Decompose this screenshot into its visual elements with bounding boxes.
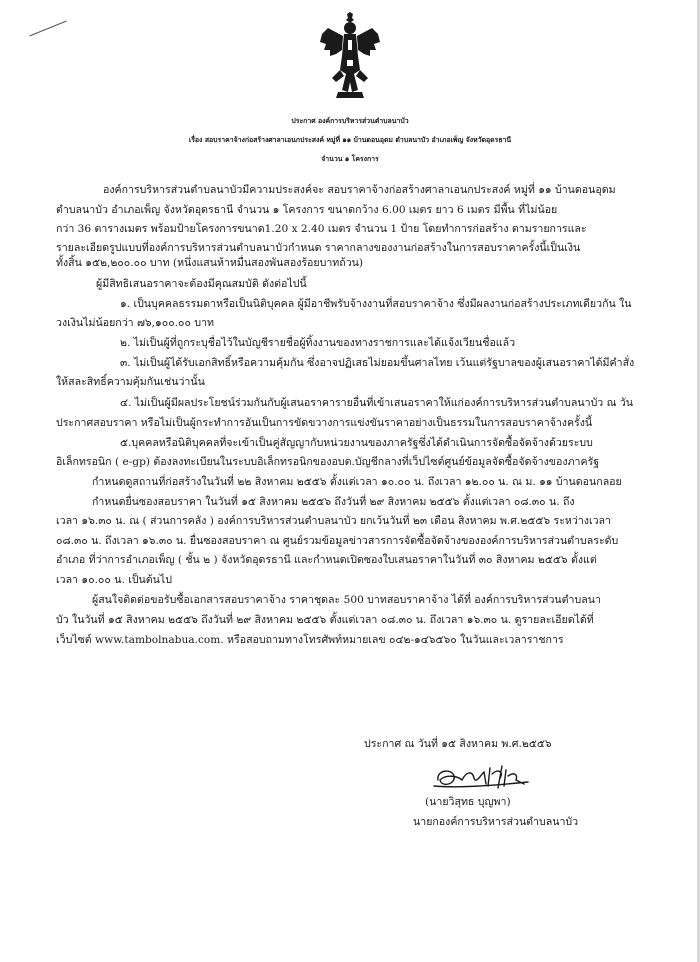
scan-mark <box>29 21 66 37</box>
qualification-3-line-2: ให้สละสิทธิ์ความคุ้มกันเช่นว่านั้น <box>56 376 205 388</box>
purchase-line-2: บัว ในวันที่ ๑๕ สิงหาคม ๒๕๕๖ ถึงวันที่ ๒๙ สิงหาคม ๒๕๕๖ ตั้งแต่เวลา ๐๘.๓๐ น. ถึงเวลา ๑๖.๓๐ น. ดูรายละเอียดได้ที่ <box>56 614 594 626</box>
qualification-5-line-2: อิเล็กทรอนิก ( e-gp) ต้องลงทะเบียนในระบบอิเล็กทรอนิกของอบต.บัญชีกลางที่เว็ปไซต์ศูนย์ข้อมูลจัดซื้อจัดจ้างของภาครัฐ <box>56 456 600 468</box>
announcement-title: ประกาศ องค์การบริหารส่วนตำบลนาบัว <box>291 117 409 125</box>
qualification-1-line-2: วงเงินไม่น้อยกว่า ๗๖,๑๐๐.๐๐ บาท <box>56 317 214 329</box>
purchase-line-3: เว็บไซต์ www.tambolnabua.com. หรือสอบถามทางโทรศัพท์หมายเลข ๐๔๒-๑๔๖๕๖๐ ในวันและเวลาราชการ <box>56 634 564 646</box>
intro-line-2: ตำบลนาบัว อำเภอเพ็ญ จังหวัดอุดรธานี จำนวน ๑ โครงการ ขนาดกว้าง 6.00 เมตร ยาว 6 เมตร มีพื้น ที่ไม่น้อย <box>56 204 558 216</box>
intro-line-4: รายละเอียดรูปแบบที่องค์การบริหารส่วนตำบลนาบัวกำหนด ราคากลางของงานก่อสร้างในการสอบราคาครั้งนี้เป็นเงิน <box>56 242 581 254</box>
announcement-subject: เรื่อง สอบราคาจ้างก่อสร้างศาลาเอนกประสงค์ หมู่ที่ ๑๑ บ้านดอนอุดม ตำบลนาบัว อำเภอเพ็ญ จังหวัดอุดรธานี <box>188 136 512 144</box>
submission-line-4: อำเภอ ที่ว่าการอำเภอเพ็ญ ( ชั้น ๒ ) จังหวัดอุดรธานี และกำหนดเปิดซองใบเสนอราคาในวันที่ ๓๐ สิงหาคม ๒๕๕๖ ตั้งแต่ <box>56 554 597 566</box>
qualification-4-line-2: ประกาศสอบราคา หรือไม่เป็นผู้กระทำการอันเป็นการขัดขวางการแข่งขันราคาอย่างเป็นธรรมในการสอบราคาจ้างครั้งนี้ <box>56 417 593 429</box>
submission-line-5: เวลา ๑๐.๐๐ น. เป็นต้นไป <box>56 574 172 586</box>
purchase-line-1: ผู้สนใจติดต่อขอรับซื้อเอกสารสอบราคาจ้าง ราคาชุดละ 500 บาทสอบราคาจ้าง ได้ที่ องค์การบริหารส่วนตำบลนา <box>92 594 601 606</box>
signer-name: (นายวิสุทธ บุญพา) <box>425 796 511 808</box>
intro-line-1: องค์การบริหารส่วนตำบลนาบัวมีความประสงค์จะ สอบราคาจ้างก่อสร้างศาลาเอนกประสงค์ หมู่ที่ ๑๑ บ้านดอนอุดม <box>103 184 616 196</box>
qualification-5-line-1: ๕.บุคคลหรือนิติบุคคลที่จะเข้าเป็นคู่สัญญากับหน่วยงานของภาครัฐซึ่งได้ดำเนินการจัดซื้อจัดจ้างด้วยระบบ <box>120 437 593 449</box>
site-visit: กำหนดดูสถานที่ก่อสร้างในวันที่ ๒๒ สิงหาคม ๒๕๕๖ ตั้งแต่เวลา ๑๐.๐๐ น. ถึงเวลา ๑๒.๐๐ น. ณ ม. ๑๑ บ้านดอนกลอย <box>92 476 622 488</box>
intro-line-5: ทั้งสิ้น ๑๕๒,๒๐๐.๐๐ บาท (หนึ่งแสนห้าหมื่นสองพันสองร้อยบาทถ้วน) <box>56 257 364 269</box>
project-count: จำนวน ๑ โครงการ <box>321 155 379 163</box>
qualification-2: ๒. ไม่เป็นผู้ที่ถูกระบุชื่อไว้ในบัญชีรายชื่อผู้ทิ้งงานของทางราชการและได้แจ้งเวียนชื่อแล้ว <box>120 337 516 349</box>
submission-line-1: กำหนดยื่นซองสอบราคา ในวันที่ ๑๕ สิงหาคม ๒๕๕๖ ถึงวันที่ ๒๙ สิงหาคม ๒๕๕๖ ตั้งแต่เวลา ๐๘.๓๐ น. ถึง <box>92 496 575 508</box>
signature-icon <box>428 758 568 794</box>
qualification-3-line-1: ๓. ไม่เป็นผู้ได้รับเอกสิทธิ์หรือความคุ้มกัน ซึ่งอาจปฏิเสธไม่ยอมขึ้นศาลไทย เว้นแต่รัฐบาลของผู้เสนอราคาได้มีคำสั่ง <box>120 357 635 369</box>
submission-line-3: ๐๘.๓๐ น. ถึงเวลา ๑๖.๓๐ น. ยื่นซองสอบราคา ณ ศูนย์รวมข้อมูลข่าวสารการจัดซื้อจัดจ้างขององค์การบริหารส่วนตำบลระดับ <box>56 535 619 547</box>
qualification-1-line-1: ๑. เป็นบุคคลธรรมดาหรือเป็นนิติบุคคล ผู้มีอาชีพรับจ้างงานที่สอบราคาจ้าง ซึ่งมีผลงานก่อสร้างประเภทเดียวกัน ใน <box>120 298 632 310</box>
signer-position: นายกองค์การบริหารส่วนตำบลนาบัว <box>413 816 579 828</box>
submission-line-2: เวลา ๑๖.๓๐ น. ณ ( ส่วนการคลัง ) องค์การบริหารส่วนตำบลนาบัว ยกเว้นวันที่ ๒๓ เดือน สิงหาคม พ.ศ.๒๕๕๖ ระหว่างเวลา <box>56 515 611 527</box>
intro-line-3: กว่า 36 ตารางเมตร พร้อมป้ายโครงการขนาด1.20 x 2.40 เมตร จำนวน 1 ป้าย โดยทำการก่อสร้าง ตามรายการและ <box>56 223 587 235</box>
qualification-4-line-1: ๔. ไม่เป็นผู้มีผลประโยชน์ร่วมกันกับผู้เสนอราคารายอื่นที่เข้าเสนอราคาให้แก่องค์การบริหารส่วนตำบลนาบัว ณ วัน <box>120 397 634 409</box>
garuda-emblem-icon <box>318 12 382 100</box>
announcement-date: ประกาศ ณ วันที่ ๑๕ สิงหาคม พ.ศ.๒๕๕๖ <box>364 738 552 750</box>
qualification-intro: ผู้มีสิทธิเสนอราคาจะต้องมีคุณสมบัติ ดังต่อไปนี้ <box>96 278 307 290</box>
